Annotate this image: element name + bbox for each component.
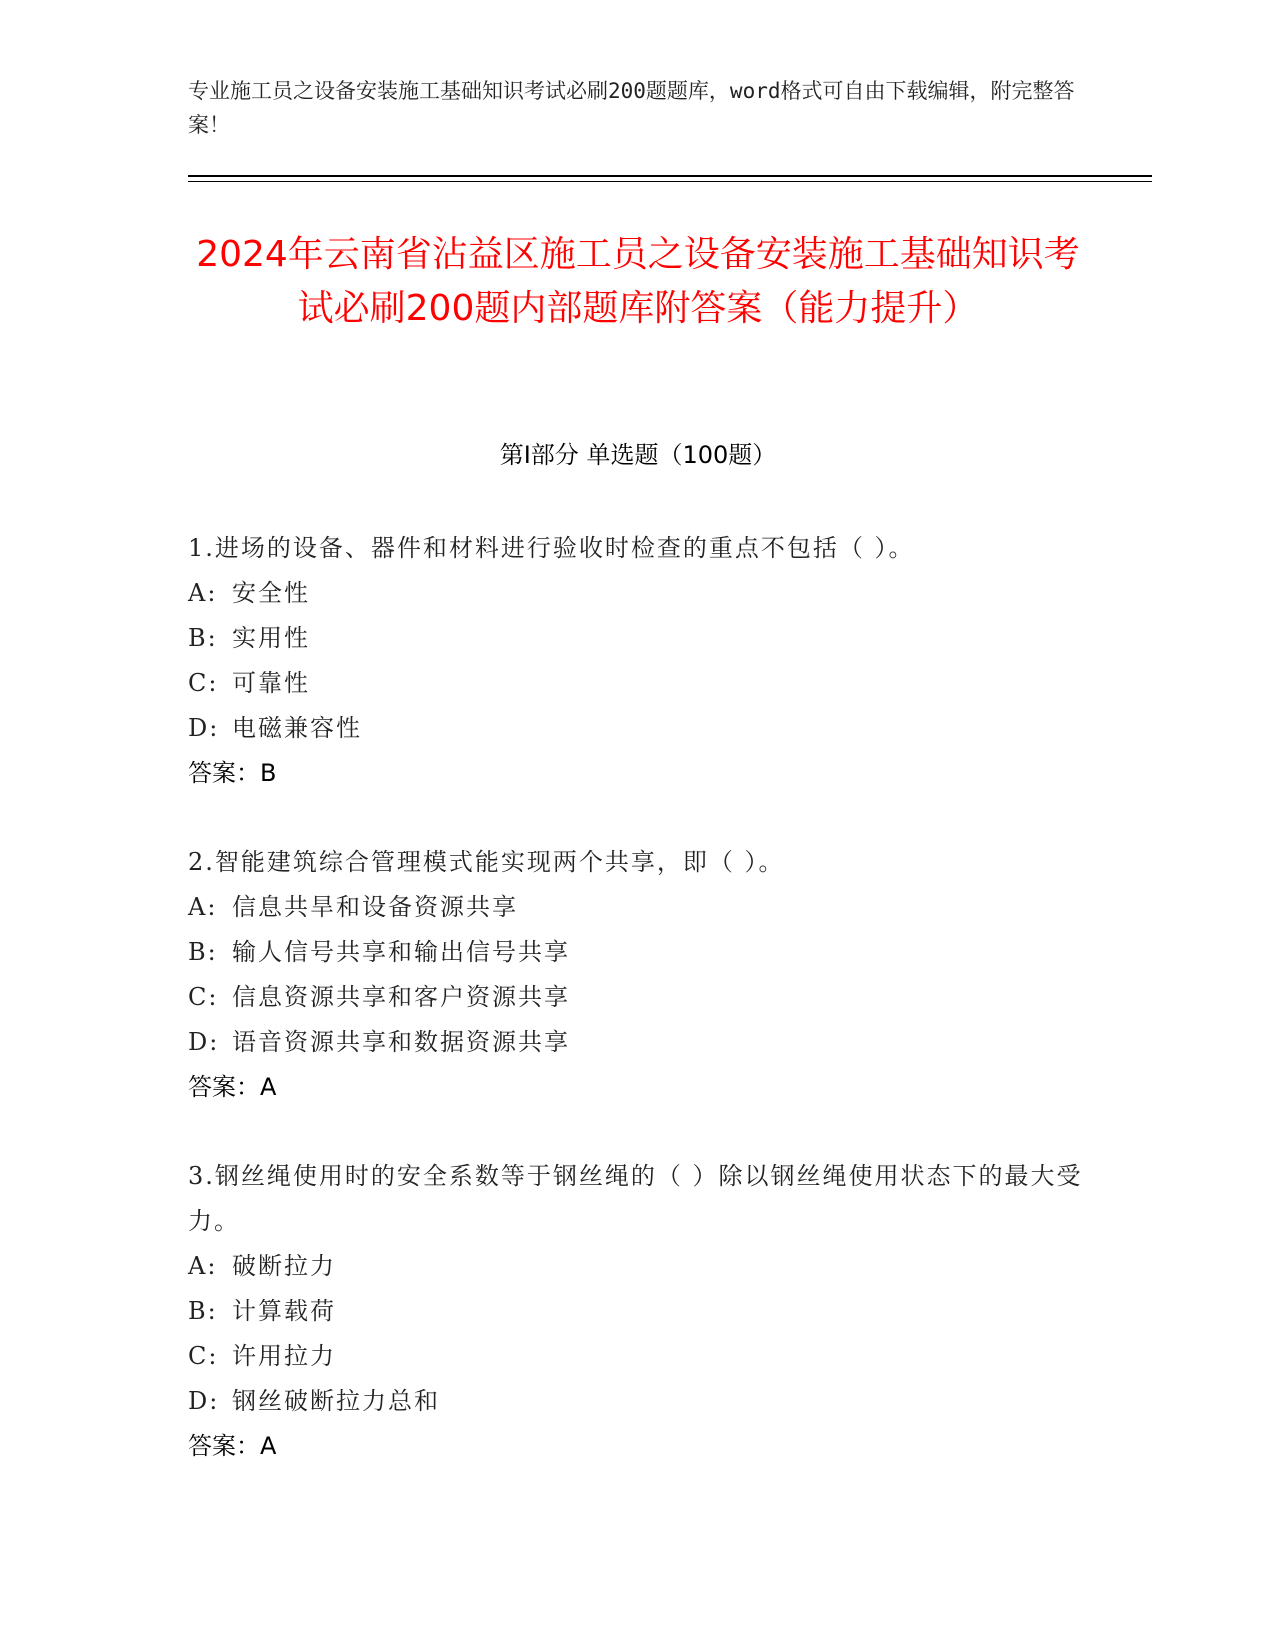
option-letter: D: — [188, 1028, 220, 1056]
option-text: 信息资源共享和客户资源共享 — [232, 983, 570, 1011]
option-d — [188, 1020, 1088, 1065]
option-a — [188, 1244, 1088, 1289]
option-letter: B: — [188, 1297, 218, 1325]
option-letter: C: — [188, 983, 219, 1011]
option-text: 电磁兼容性 — [232, 714, 362, 742]
header-note: 专业施工员之设备安装施工基础知识考试必刷200题题库，word格式可自由下载编辑，附完整答案！ — [188, 79, 1075, 137]
option-text: 信息共旱和设备资源共享 — [232, 893, 518, 921]
option-text: 语音资源共享和数据资源共享 — [232, 1028, 570, 1056]
option-text: 破断拉力 — [232, 1252, 336, 1280]
option-letter: A: — [188, 1252, 218, 1280]
document-title: 2024年云南省沾益区施工员之设备安装施工基础知识考试必刷200题内部题库附答案（能力提升） — [196, 234, 1080, 329]
option-c — [188, 1334, 1088, 1379]
option-a — [188, 885, 1088, 930]
option-letter: A: — [188, 579, 218, 607]
option-a — [188, 571, 1088, 616]
question-1 — [188, 526, 1088, 796]
option-text: 实用性 — [232, 624, 310, 652]
question-2 — [188, 840, 1088, 1110]
question-list — [188, 526, 1088, 1513]
option-text: 许用拉力 — [232, 1342, 336, 1370]
section-heading: 第I部分 单选题（100题） — [499, 441, 777, 469]
option-text: 钢丝破断拉力总和 — [232, 1387, 440, 1415]
option-letter: C: — [188, 1342, 219, 1370]
question-stem: 2.智能建筑综合管理模式能实现两个共享，即（ ）。 — [188, 848, 785, 876]
option-letter: B: — [188, 624, 218, 652]
option-c — [188, 661, 1088, 706]
option-b — [188, 930, 1088, 975]
question-3 — [188, 1154, 1088, 1469]
option-letter: A: — [188, 893, 218, 921]
option-text: 安全性 — [232, 579, 310, 607]
option-d — [188, 1379, 1088, 1424]
question-stem: 3.钢丝绳使用时的安全系数等于钢丝绳的（ ）除以钢丝绳使用状态下的最大受力。 — [188, 1162, 1083, 1235]
answer-line: 答案：A — [188, 1073, 277, 1101]
option-text: 计算载荷 — [232, 1297, 336, 1325]
option-letter: D: — [188, 1387, 220, 1415]
option-d — [188, 706, 1088, 751]
option-text: 可靠性 — [232, 669, 310, 697]
option-letter: B: — [188, 938, 218, 966]
option-letter: C: — [188, 669, 219, 697]
option-text: 输人信号共享和输出信号共享 — [232, 938, 570, 966]
answer-line: 答案：B — [188, 759, 277, 787]
question-stem: 1.进场的设备、器件和材料进行验收时检查的重点不包括（ ）。 — [188, 534, 915, 562]
option-c — [188, 975, 1088, 1020]
option-letter: D: — [188, 714, 220, 742]
answer-line: 答案：A — [188, 1432, 277, 1460]
option-b — [188, 1289, 1088, 1334]
header-divider-thin — [188, 181, 1152, 182]
header-divider-thick — [188, 175, 1152, 177]
option-b — [188, 616, 1088, 661]
